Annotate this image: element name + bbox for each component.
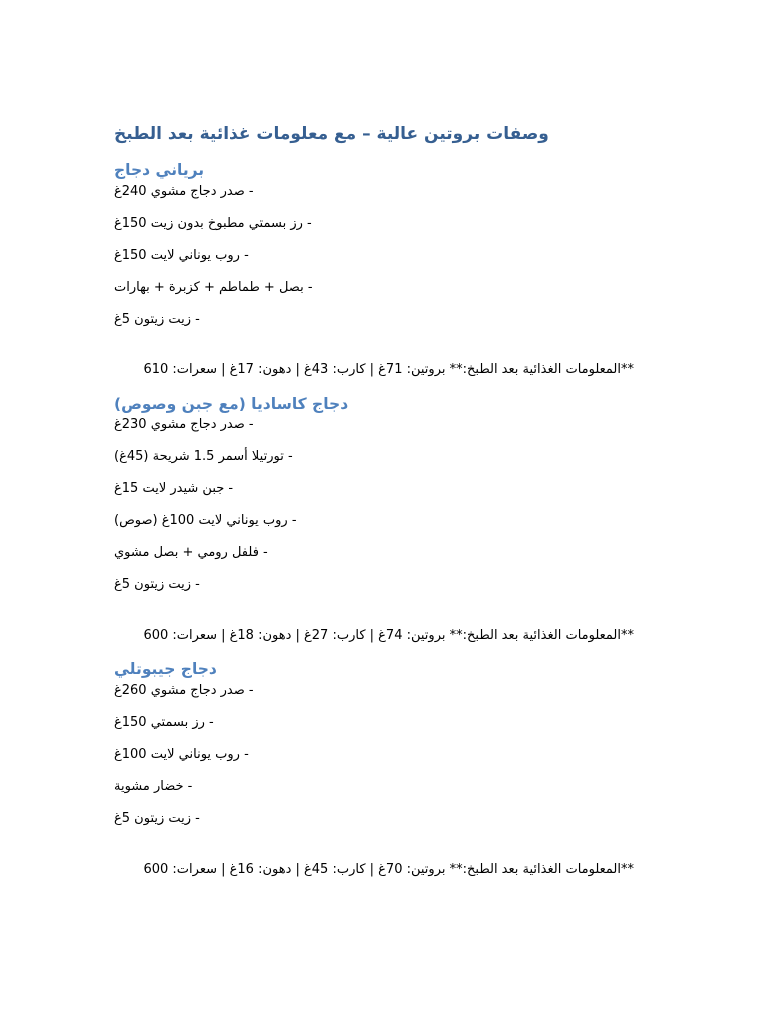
ingredient-item: - روب يوناني لايت 100غ (صوص) bbox=[114, 513, 297, 528]
recipe-title: دجاج جيبوتلي bbox=[114, 660, 217, 678]
ingredient-item: - زيت زيتون 5غ bbox=[114, 312, 200, 327]
ingredient-item: - تورتيلا أسمر 1.5 شريحة (45غ) bbox=[114, 449, 293, 464]
recipe-title: دجاج كاساديا (مع جبن وصوص) bbox=[114, 395, 349, 413]
ingredient-item: - صدر دجاج مشوي 240غ bbox=[114, 184, 254, 199]
document-title: وصفات بروتين عالية – مع معلومات غذائية بعد الطبخ bbox=[114, 124, 549, 144]
ingredient-item: - جبن شيدر لايت 15غ bbox=[114, 481, 234, 496]
ingredient-item: - خضار مشوية bbox=[114, 779, 193, 794]
recipe-title: برياني دجاج bbox=[114, 161, 205, 179]
ingredient-item: - بصل + طماطم + كزبرة + بهارات bbox=[114, 280, 313, 295]
ingredient-item: - زيت زيتون 5غ bbox=[114, 811, 200, 826]
nutrition-info: **المعلومات الغذائية بعد الطبخ:** بروتين: 70غ | كارب: 45غ | دهون: 16غ | سعرات: 600 bbox=[143, 862, 634, 877]
ingredient-item: - صدر دجاج مشوي 230غ bbox=[114, 417, 254, 432]
ingredient-item: - زيت زيتون 5غ bbox=[114, 577, 200, 592]
nutrition-info: **المعلومات الغذائية بعد الطبخ:** بروتين: 71غ | كارب: 43غ | دهون: 17غ | سعرات: 610 bbox=[143, 362, 634, 377]
ingredient-item: - صدر دجاج مشوي 260غ bbox=[114, 683, 254, 698]
ingredient-item: - رز بسمتي مطبوخ بدون زيت 150غ bbox=[114, 216, 312, 231]
ingredient-item: - روب يوناني لايت 100غ bbox=[114, 747, 249, 762]
ingredient-item: - روب يوناني لايت 150غ bbox=[114, 248, 249, 263]
ingredient-item: - فلفل رومي + بصل مشوي bbox=[114, 545, 268, 560]
nutrition-info: **المعلومات الغذائية بعد الطبخ:** بروتين: 74غ | كارب: 27غ | دهون: 18غ | سعرات: 600 bbox=[143, 628, 634, 643]
ingredient-item: - رز بسمتي 150غ bbox=[114, 715, 214, 730]
